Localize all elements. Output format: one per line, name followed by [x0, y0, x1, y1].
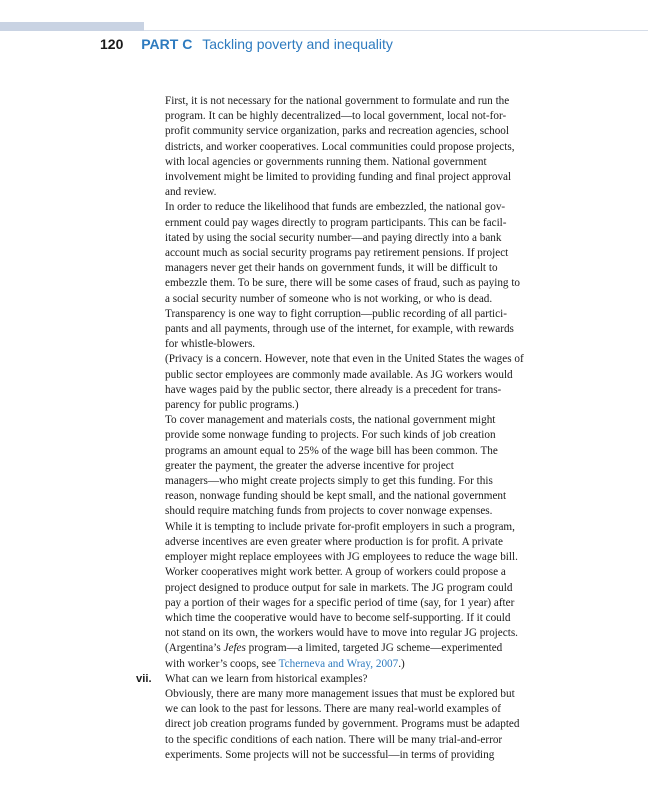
- text-line: and review.: [165, 186, 217, 199]
- text-line: reason, nonwage funding should be kept small, and the national government: [165, 490, 507, 503]
- text-line: public sector employees are commonly made available. As JG workers would: [165, 368, 513, 381]
- page-number: 120: [100, 36, 124, 52]
- text-line: First, it is not necessary for the national government to formulate and run the: [165, 95, 510, 107]
- text-line: In order to reduce the likelihood that funds are embezzled, the national gov-: [165, 201, 506, 214]
- text-line: a social security number of someone who is not working, or who is dead.: [165, 292, 493, 305]
- citation-line: with worker’s coops, see Tcherneva and Wray, 2007.): [165, 657, 405, 670]
- text-line: ernment could pay wages directly to program participants. This can be facil-: [165, 216, 507, 229]
- text-line: adverse incentives are even greater where production is for profit. A private: [165, 535, 503, 548]
- header-rule: [144, 30, 648, 31]
- paragraph-historical-lessons: [165, 687, 553, 763]
- body-text: [136, 94, 553, 763]
- text-line: (Privacy is a concern. However, note that even in the United States the wages of: [165, 353, 524, 366]
- text-line: employer might replace employees with JG employees to reduce the wage bill.: [165, 551, 518, 564]
- paragraph-decentralization: [165, 94, 553, 200]
- text-line: embezzle them. To be sure, there will be some cases of fraud, such as paying to: [165, 277, 521, 290]
- text-line: project designed to produce output for sale in markets. The JG program could: [165, 581, 513, 594]
- list-item-vii: [136, 672, 553, 687]
- argentina-line: (Argentina’s Jefes program—a limited, targeted JG scheme—experimented: [165, 642, 503, 655]
- part-label: PART C: [141, 36, 193, 52]
- text-line: program. It can be highly decentralized—to local government, local not-for-: [165, 110, 507, 123]
- text-line: not stand on its own, the workers would have to move into regular JG projects.: [165, 627, 518, 640]
- text-line: managers never get their hands on government funds, it will be difficult to: [165, 262, 498, 275]
- text-line: Obviously, there are many more management issues that must be explored but: [165, 687, 515, 700]
- text-line: greater the payment, the greater the adverse incentive for project: [165, 459, 454, 472]
- text-line: should require matching funds from projects to cover nonwage expenses.: [165, 505, 493, 518]
- text-line: account much as social security programs pay retirement pensions. If project: [165, 247, 509, 260]
- text-line: provide some nonwage funding to projects. For such kinds of job creation: [165, 429, 496, 442]
- paragraph-embezzlement: [165, 200, 553, 352]
- text-line: direct job creation programs funded by government. Programs must be adapted: [165, 718, 520, 731]
- text-line: Worker cooperatives might work better. A group of workers could propose a: [165, 566, 506, 579]
- header-tab-bar: [0, 22, 144, 31]
- jefes-italic: Jefes: [223, 642, 246, 655]
- item-marker: vii.: [136, 672, 152, 685]
- text-line: experiments. Some projects will not be successful—in terms of providing: [165, 748, 495, 761]
- paragraph-private-employers: [165, 520, 553, 672]
- paragraph-nonwage-funding: [165, 413, 553, 519]
- text-line: involvement might be limited to providing funding and final project approval: [165, 171, 512, 184]
- text-line: itated by using the social security number—and paying directly into a bank: [165, 231, 502, 244]
- part-title: Tackling poverty and inequality: [202, 36, 393, 52]
- text-line: districts, and worker cooperatives. Local communities could propose projects,: [165, 140, 515, 153]
- text-line: we can look to the past for lessons. There are many real-world examples of: [165, 703, 501, 716]
- paragraph-privacy: [165, 352, 553, 413]
- item-question: What can we learn from historical examples?: [165, 672, 368, 685]
- text-line: managers—who might create projects simply to get this funding. For this: [165, 475, 493, 488]
- text-line: pay a portion of their wages for a specific period of time (say, for 1 year) after: [165, 596, 515, 609]
- text-line: to the specific conditions of each nation. There will be many trial-and-error: [165, 733, 503, 746]
- text-line: with local agencies or governments running them. National government: [165, 155, 487, 168]
- text-line: profit community service organization, parks and recreation agencies, school: [165, 125, 509, 138]
- text-line: for whistle-blowers.: [165, 338, 256, 351]
- text-line: To cover management and materials costs, the national government might: [165, 414, 496, 427]
- text-line: pants and all payments, through use of the internet, for example, with rewards: [165, 323, 514, 336]
- running-header: [100, 36, 393, 52]
- text-line: programs an amount equal to 25% of the wage bill has been common. The: [165, 444, 498, 457]
- text-line: have wages paid by the public sector, there already is a precedent for trans-: [165, 383, 502, 396]
- text-line: Transparency is one way to fight corruption—public recording of all partici-: [165, 307, 507, 320]
- citation-link[interactable]: Tcherneva and Wray, 2007: [278, 657, 399, 670]
- text-line: parency for public programs.): [165, 399, 299, 412]
- text-line: which time the cooperative would have to become self-supporting. If it could: [165, 611, 511, 624]
- text-line: While it is tempting to include private for-profit employers in such a program,: [165, 520, 515, 533]
